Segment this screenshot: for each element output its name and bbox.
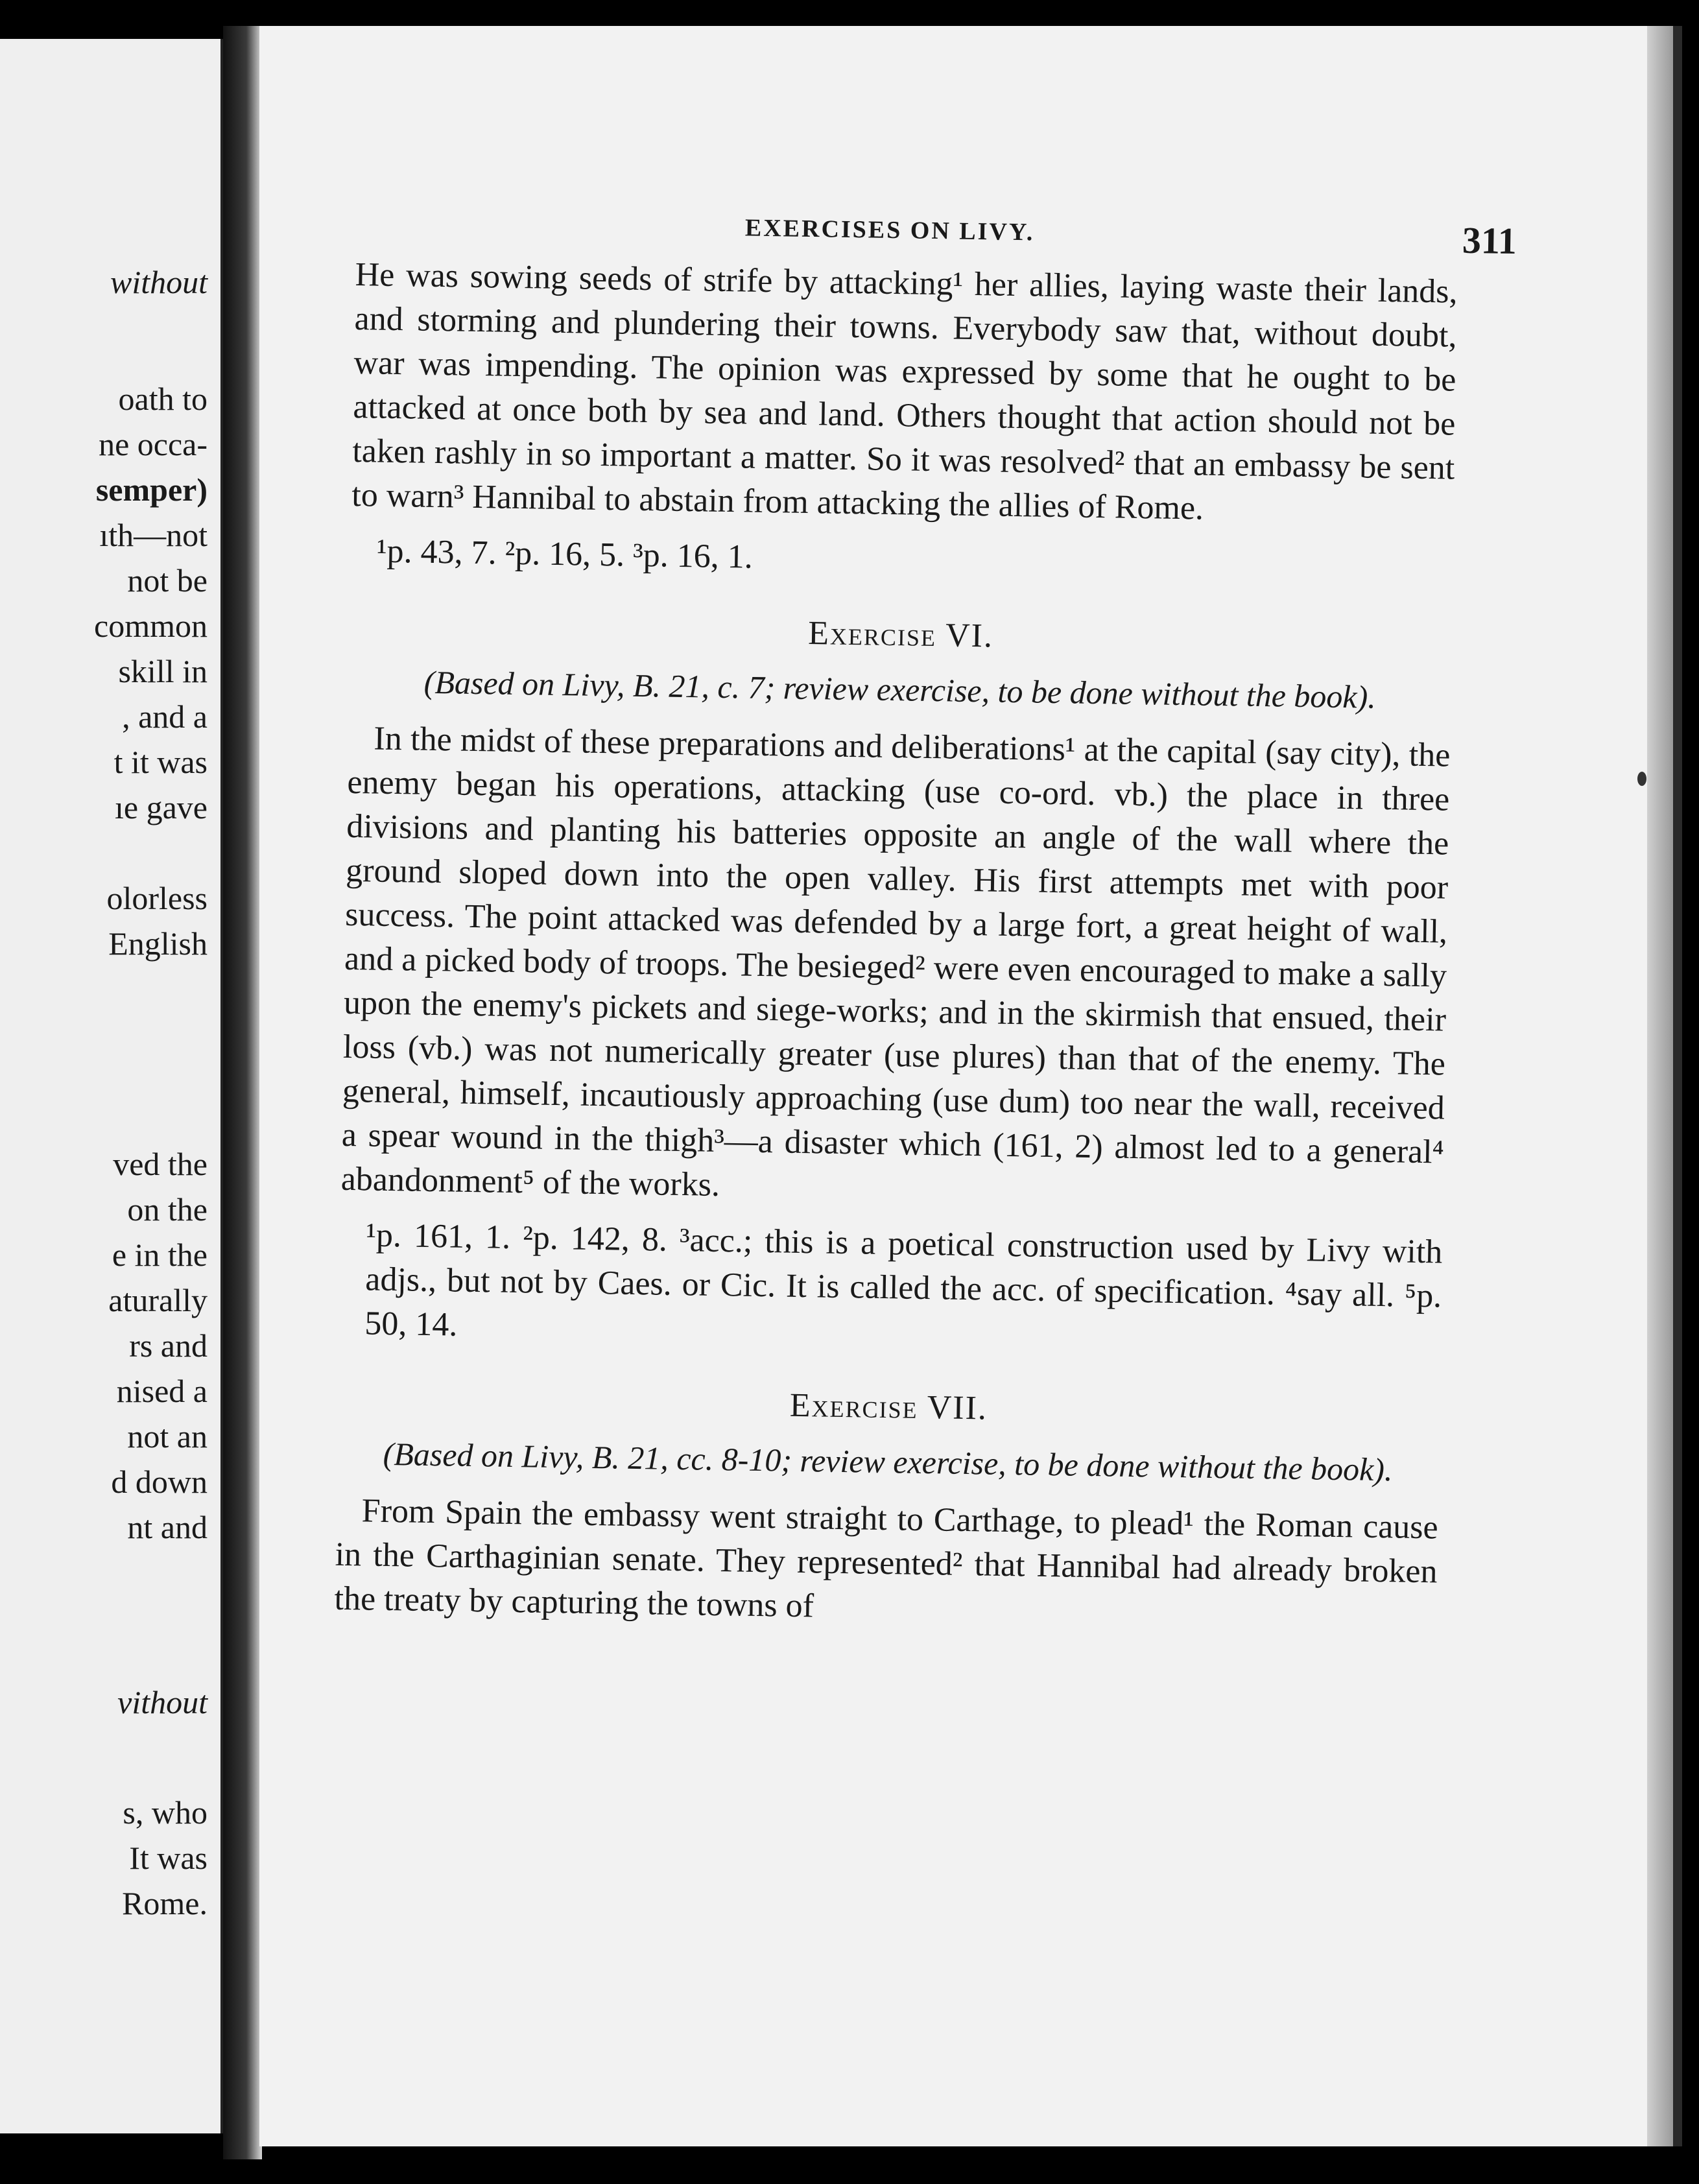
left-page-fragment: ıth—not [99, 517, 208, 553]
ink-speck [1637, 772, 1646, 786]
left-page-fragment: rs and [129, 1327, 208, 1364]
left-page-fragment: It was [129, 1840, 208, 1876]
left-page-fragment: nt and [127, 1509, 208, 1545]
page-number: 311 [1462, 219, 1517, 263]
left-page-fragment: not an [127, 1418, 208, 1454]
left-page-fragment: vithout [117, 1684, 208, 1720]
left-page-fragment: English [108, 925, 208, 962]
page-edge [1647, 26, 1673, 2146]
opening-paragraph: He was sowing seeds of strife by attacking¹ her allies, laying waste their lands, and storming and plundering their towns. Everybody saw that, without doubt, war was impending. The opinion was expressed by some that he ought to be attacked at once both by sea and land. Others thought that action should not be taken rashly in so important a matter. So it was resolved² that an embassy be sent to warn³ Hannibal to abstain from attacking the allies of Rome. [351, 255, 1458, 527]
left-page-fragment: ıe gave [115, 789, 208, 825]
exercise-vi-paragraph: In the midst of these preparations and deliberations¹ at the capital (say city), the enemy began his operations, attacking (use co-ord. vb.) the place in three divisions and planting his batteries opposite an angle of the wall where the ground sloped down into the open valley. His first attempts met with poor success. The point attacked was defended by a large fort, a great height of wall, and a picked body of troops. The besieged² were even encouraged to make a sally upon the enemy's pickets and siege-works; and in the skirmish that ensued, their loss (vb.) was not numerically greater (use plures) than that of the enemy. The general, himself, incautiously approaching (use dum) too near the wall, received a spear wound in the thigh³—a disaster which (161, 2) almost led to a general⁴ abandonment⁵ of the works. [340, 720, 1451, 1204]
book-gutter [223, 26, 262, 2159]
left-page-fragment: Rome. [122, 1885, 208, 1921]
left-page-fragment: s, who [123, 1794, 208, 1831]
left-page-fragment: skill in [118, 653, 208, 689]
left-page-fragment: d down [111, 1464, 208, 1500]
exercise-vi-basis: (Based on Livy, B. 21, c. 7; review exercise, to be done without the book). [423, 663, 1377, 715]
exercise-vii-paragraph: From Spain the embassy went straight to Carthage, to plead¹ the Roman cause in the Carthaginian senate. They represented² that Hannibal had already broken the treaty by capturing the towns of [334, 1492, 1439, 1625]
left-page-fragment: ved the [113, 1146, 208, 1182]
text-block [334, 182, 1517, 1638]
left-page-fragment: t it was [113, 744, 208, 780]
exercise-vii-heading: Exercise VII. [789, 1386, 988, 1427]
left-facing-page [0, 39, 223, 2133]
left-page-fragment: aturally [108, 1282, 208, 1318]
left-page-fragment: not be [127, 562, 208, 599]
left-page-fragment: ne occa- [99, 426, 208, 462]
left-page-fragment: common [94, 608, 208, 644]
left-page-fragment: , and a [122, 698, 208, 735]
left-page-fragment: olorless [106, 880, 208, 916]
exercise-vi-heading: Exercise VI. [807, 615, 994, 655]
left-page-fragment: nised a [116, 1373, 208, 1409]
left-page-fragment: on the [127, 1191, 208, 1228]
left-page-fragment: e in the [112, 1237, 208, 1273]
left-page-fragment: semper) [95, 471, 208, 508]
opening-footnotes: ¹p. 43, 7. ²p. 16, 5. ³p. 16, 1. [376, 532, 754, 576]
left-page-fragment: without [110, 264, 208, 300]
running-title: EXERCISES ON LIVY. [744, 214, 1035, 246]
right-page [259, 26, 1682, 2146]
exercise-vi-footnotes: ¹p. 161, 1. ²p. 142, 8. ³acc.; this is a poetical construction used by Livy with adjs., but not by Caes. or Cic. It is called the acc. of specification. ⁴say all. ⁵p. 50, 14. [364, 1217, 1443, 1344]
left-page-fragment: oath to [118, 381, 208, 417]
exercise-vii-basis: (Based on Livy, B. 21, cc. 8-10; review exercise, to be done without the book). [383, 1435, 1393, 1488]
